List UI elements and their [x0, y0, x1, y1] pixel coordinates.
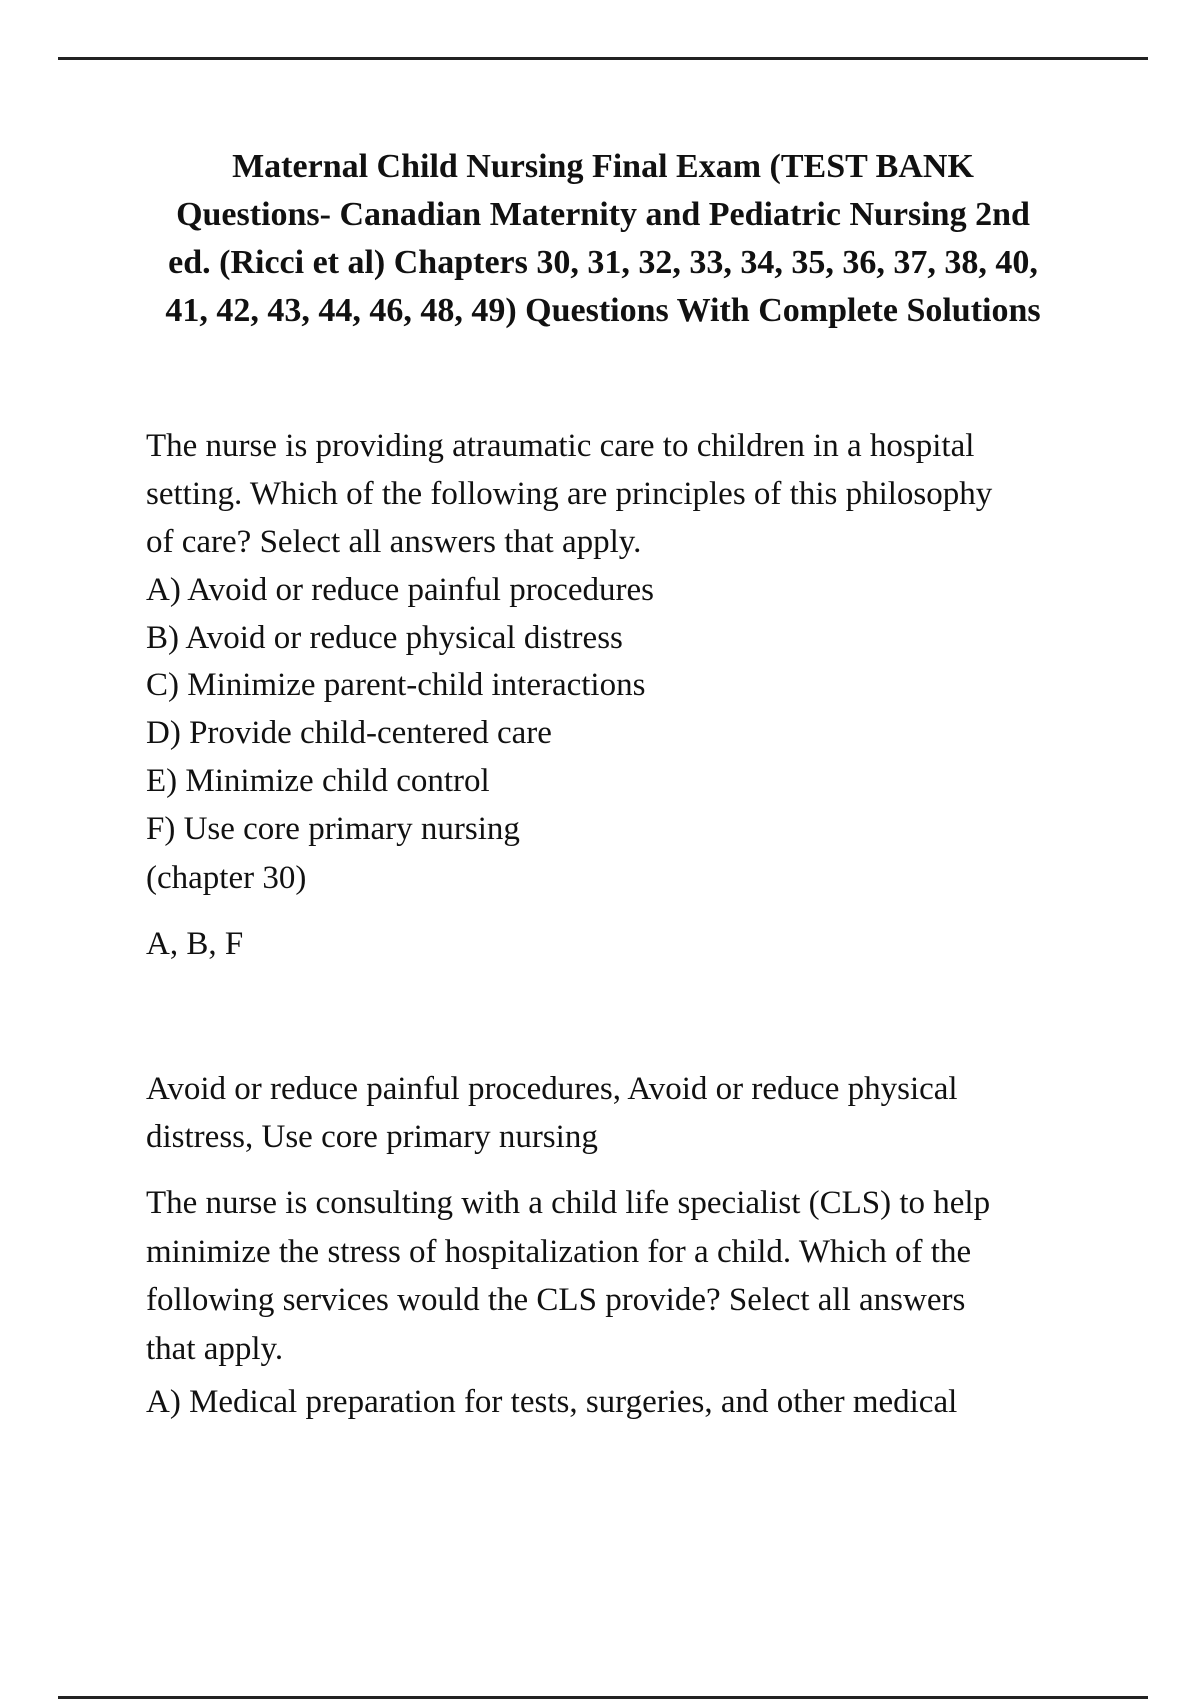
question-stem-line: The nurse is providing atraumatic care to children in a hospital — [146, 428, 975, 464]
title-line: 41, 42, 43, 44, 46, 48, 49) Questions With Complete Solutions — [165, 292, 1041, 329]
option-f: F) Use core primary nursing — [146, 811, 520, 847]
question-stem-line: setting. Which of the following are principles of this philosophy — [146, 476, 993, 512]
question-stem-line: following services would the CLS provide? Select all answers — [146, 1282, 966, 1318]
option-c: C) Minimize parent-child interactions — [146, 667, 646, 703]
question-stem-line: that apply. — [146, 1331, 284, 1367]
bottom-rule — [58, 1696, 1148, 1699]
chapter-reference: (chapter 30) — [146, 860, 307, 896]
option-a: A) Medical preparation for tests, surgeries, and other medical — [146, 1384, 958, 1420]
option-e: E) Minimize child control — [146, 763, 490, 799]
answer: A, B, F — [146, 926, 244, 962]
top-rule — [58, 57, 1148, 60]
question-stem-line: minimize the stress of hospitalization for a child. Which of the — [146, 1234, 972, 1270]
option-b: B) Avoid or reduce physical distress — [146, 620, 623, 656]
question-stem-line: of care? Select all answers that apply. — [146, 524, 642, 560]
explanation-line: Avoid or reduce painful procedures, Avoid or reduce physical — [146, 1071, 958, 1107]
question-stem-line: The nurse is consulting with a child life specialist (CLS) to help — [146, 1185, 991, 1221]
option-a: A) Avoid or reduce painful procedures — [146, 572, 654, 608]
title-line: Questions- Canadian Maternity and Pediatric Nursing 2nd — [176, 196, 1030, 233]
explanation-line: distress, Use core primary nursing — [146, 1119, 598, 1155]
title-line: Maternal Child Nursing Final Exam (TEST BANK — [232, 148, 974, 185]
title-line: ed. (Ricci et al) Chapters 30, 31, 32, 33, 34, 35, 36, 37, 38, 40, — [168, 244, 1038, 281]
option-d: D) Provide child-centered care — [146, 715, 552, 751]
